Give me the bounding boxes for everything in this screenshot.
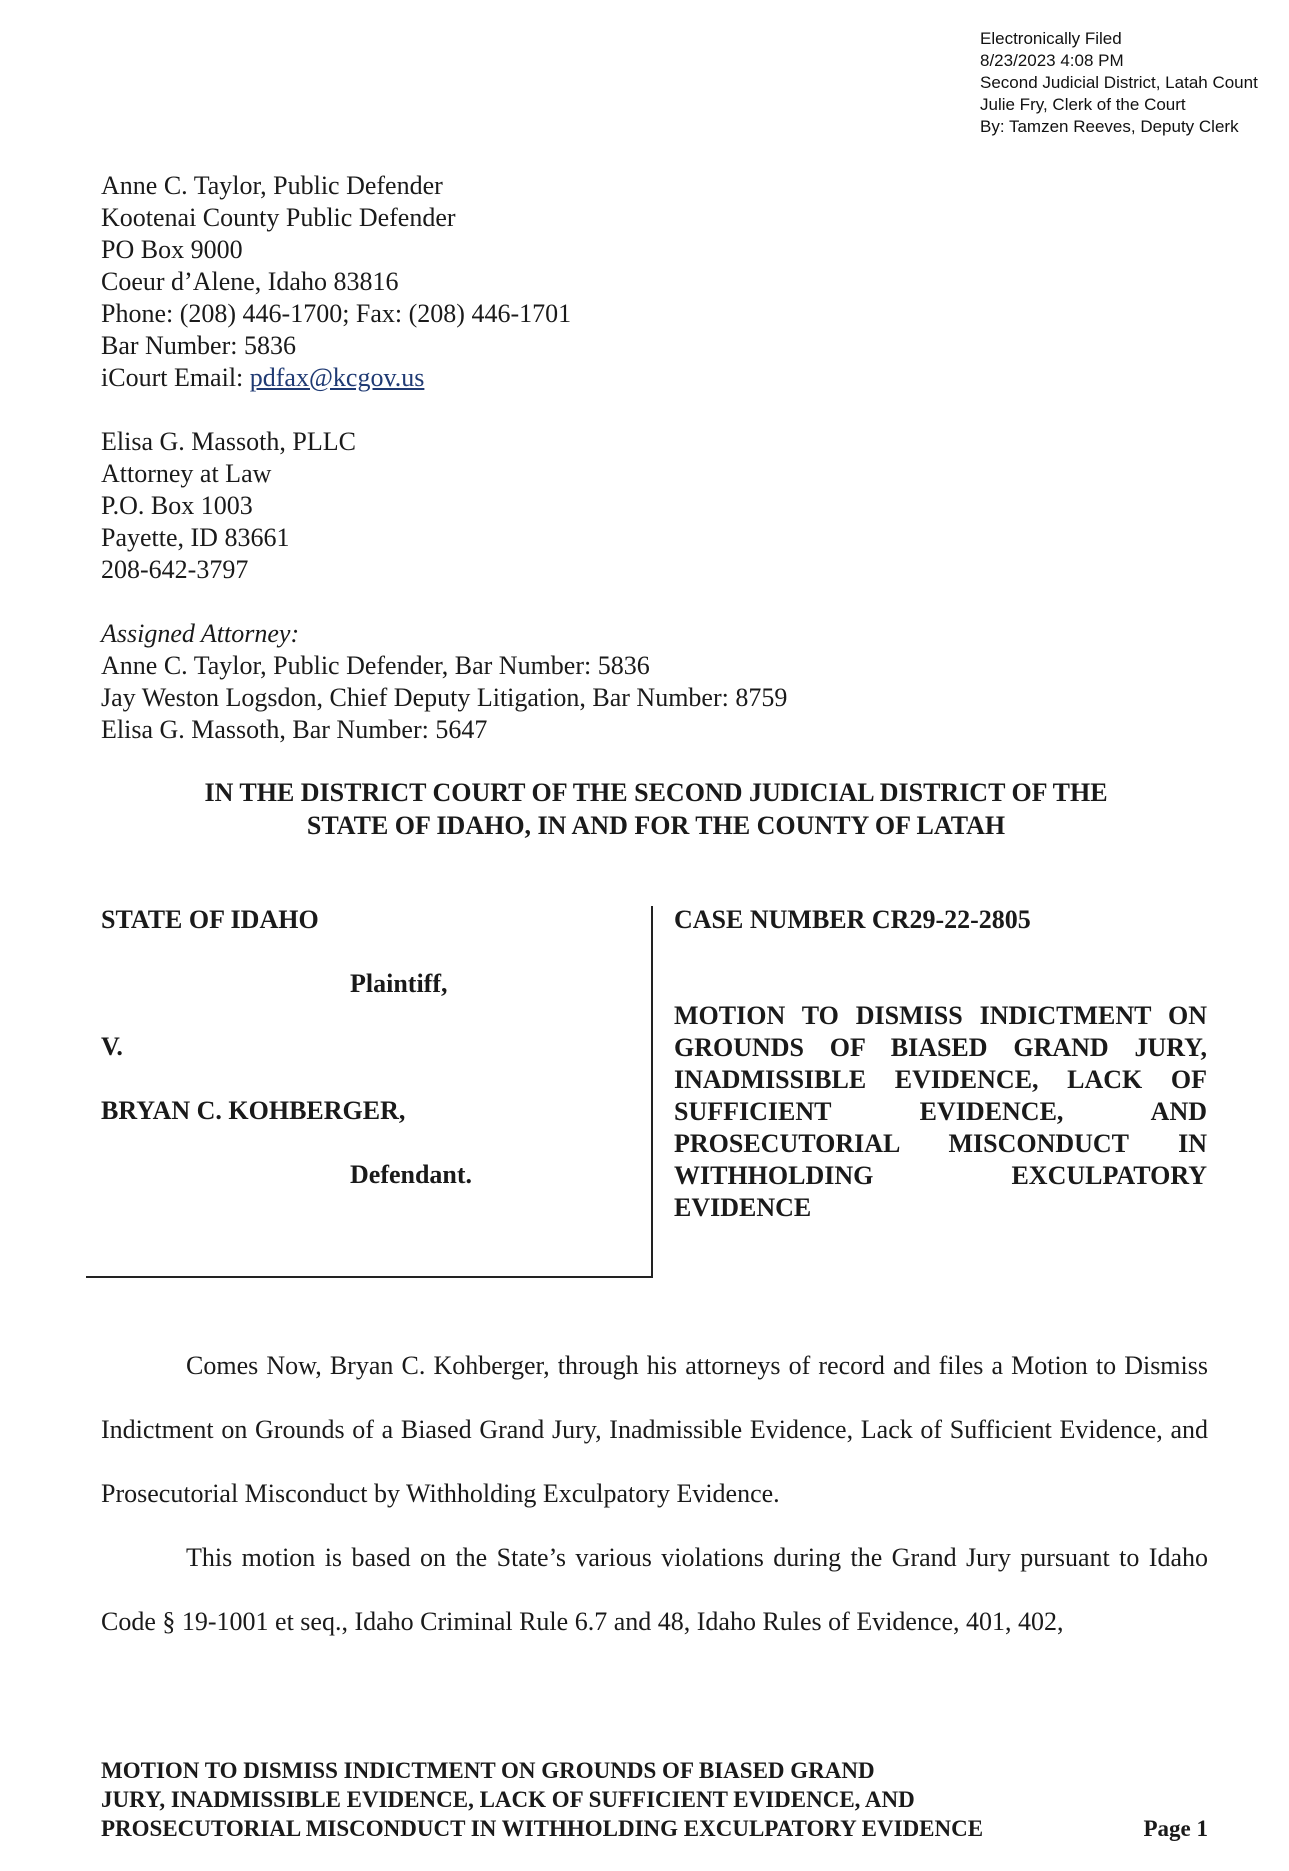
defendant-name: BRYAN C. KOHBERGER, <box>101 1096 406 1125</box>
attorney-po-box: PO Box 9000 <box>101 235 243 264</box>
attorney-city: Coeur d’Alene, Idaho 83816 <box>101 267 399 296</box>
footer-title-line: PROSECUTORIAL MISCONDUCT IN WITHHOLDING EXCULPATORY EVIDENCE <box>101 1816 984 1841</box>
court-title-line: IN THE DISTRICT COURT OF THE SECOND JUDICIAL DISTRICT OF THE <box>204 778 1108 807</box>
caption-divider-horizontal <box>86 1276 653 1278</box>
attorney-name: Anne C. Taylor, Public Defender <box>101 171 443 200</box>
case-caption-motion <box>674 904 1207 1222</box>
footer-title-line: MOTION TO DISMISS INDICTMENT ON GROUNDS OF BIASED GRAND <box>101 1758 875 1783</box>
assigned-heading: Assigned Attorney: <box>101 619 300 648</box>
attorney-block-massoth <box>101 426 356 586</box>
case-number: CASE NUMBER CR29-22-2805 <box>674 905 1031 934</box>
stamp-line-filed: Electronically Filed <box>980 29 1122 48</box>
assigned-attorneys <box>101 618 787 746</box>
attorney-city: Payette, ID 83661 <box>101 523 290 552</box>
attorney-name: Elisa G. Massoth, PLLC <box>101 427 356 456</box>
motion-title: MOTION TO DISMISS INDICTMENT ON GROUNDS OF BIASED GRAND JURY, INADMISSIBLE EVIDENCE, LACK OF SUFFICIENT EVIDENCE, AND PROSECUTORIAL MISCONDUCT IN WITHHOLDING EXCULPATORY EVIDENCE <box>674 1001 1207 1222</box>
attorney-block-taylor <box>101 170 571 394</box>
assigned-line: Jay Weston Logsdon, Chief Deputy Litigation, Bar Number: 8759 <box>101 683 788 712</box>
body-text <box>101 1334 1208 1654</box>
assigned-line: Anne C. Taylor, Public Defender, Bar Number: 5836 <box>101 651 650 680</box>
body-paragraph: This motion is based on the State’s various violations during the Grand Jury pursuant to Idaho Code § 19-1001 et seq., Idaho Criminal Rule 6.7 and 48, Idaho Rules of Evidence, 401, 402, <box>101 1543 1208 1636</box>
assigned-line: Elisa G. Massoth, Bar Number: 5647 <box>101 715 488 744</box>
attorney-bar-number: Bar Number: 5836 <box>101 331 296 360</box>
stamp-line-clerk: Julie Fry, Clerk of the Court <box>980 95 1186 114</box>
email-link[interactable]: pdfax@kcgov.us <box>249 363 425 392</box>
attorney-office: Kootenai County Public Defender <box>101 203 456 232</box>
caption-divider-vertical <box>651 906 653 1278</box>
filing-stamp <box>980 28 1258 138</box>
body-paragraph: Comes Now, Bryan C. Kohberger, through his attorneys of record and files a Motion to Dismiss Indictment on Grounds of a Biased Grand Jury, Inadmissible Evidence, Lack of Sufficient Evidence, and Prosecutorial Misconduct by Withholding Exculpatory Evidence. <box>101 1351 1208 1508</box>
court-title-line: STATE OF IDAHO, IN AND FOR THE COUNTY OF LATAH <box>306 811 1006 840</box>
email-label: iCourt Email: <box>101 363 244 392</box>
stamp-line-district: Second Judicial District, Latah Count <box>980 73 1258 92</box>
footer-title <box>101 1756 1081 1843</box>
attorney-phone: Phone: (208) 446-1700; Fax: (208) 446-1701 <box>101 299 572 328</box>
attorney-po-box: P.O. Box 1003 <box>101 491 253 520</box>
footer-title-line: JURY, INADMISSIBLE EVIDENCE, LACK OF SUFFICIENT EVIDENCE, AND <box>101 1787 915 1812</box>
stamp-line-date: 8/23/2023 4:08 PM <box>980 51 1124 70</box>
plaintiff-name: STATE OF IDAHO <box>101 905 319 934</box>
attorney-phone: 208-642-3797 <box>101 555 249 584</box>
plaintiff-label: Plaintiff, <box>350 969 448 998</box>
attorney-email-line <box>101 362 571 394</box>
defendant-label: Defendant. <box>350 1160 473 1189</box>
page-footer <box>101 1756 1208 1843</box>
page-number: Page 1 <box>1143 1816 1208 1841</box>
stamp-line-deputy: By: Tamzen Reeves, Deputy Clerk <box>980 117 1239 136</box>
court-title <box>101 776 1211 842</box>
attorney-title: Attorney at Law <box>101 459 272 488</box>
versus: V. <box>101 1032 123 1061</box>
